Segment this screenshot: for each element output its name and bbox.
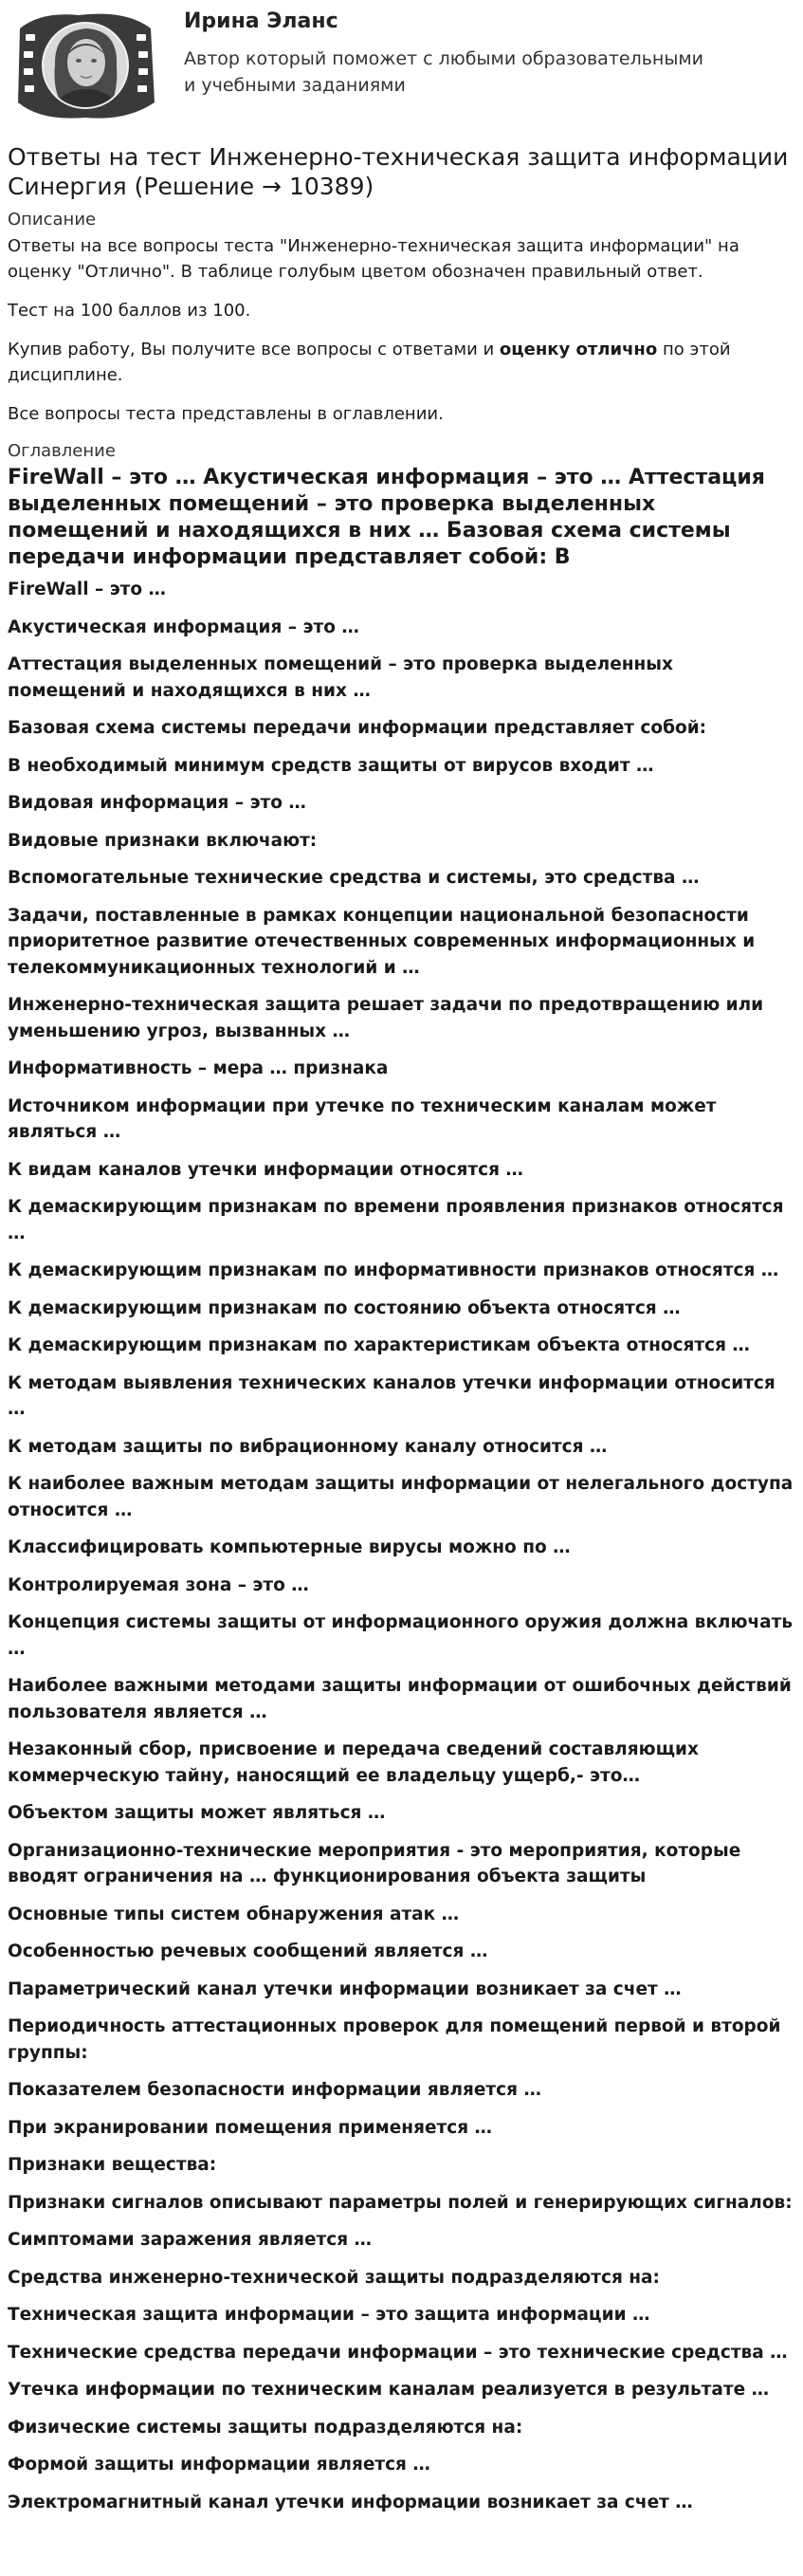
toc-item[interactable]: FireWall – это … <box>8 580 167 599</box>
description-text: Ответы на все вопросы теста "Инженерно-техническая защита информации" на оценку "Отлично". В таблице голубым цветом обозначен правильный ответ. <box>8 236 739 282</box>
toc-item[interactable]: К методам защиты по вибрационному каналу относится … <box>8 1436 608 1457</box>
toc-item[interactable]: Симптомами заражения является … <box>8 2230 373 2250</box>
toc-item[interactable]: Электромагнитный канал утечки информации возникает за счет … <box>8 2492 693 2512</box>
toc-summary: FireWall – это … Акустическая информация – это … Аттестация выделенных помещений – это проверка выделенных помещений и находящихся в них … Базовая схема системы передачи информации представляет собой: В <box>8 466 765 569</box>
toc-item[interactable]: Наиболее важными методами защиты информации от ошибочных действий пользователя является … <box>8 1676 792 1722</box>
author-description: Автор который поможет с любыми образовательными и учебными заданиями <box>184 48 704 96</box>
toc-item[interactable]: Параметрический канал утечки информации возникает за счет … <box>8 1978 682 1999</box>
toc-item[interactable]: К методам выявления технических каналов утечки информации относится … <box>8 1372 776 1419</box>
author-name[interactable]: Ирина Эланс <box>184 9 338 33</box>
toc-item[interactable]: Физические системы защиты подразделяются на: <box>8 2417 523 2438</box>
toc-item[interactable]: Концепция системы защиты от информационного оружия должна включать … <box>8 1612 794 1659</box>
toc-item[interactable]: К демаскирующим признакам по состоянию объекта относятся … <box>8 1297 681 1318</box>
toc-item[interactable]: Признаки вещества: <box>8 2155 217 2175</box>
toc-item[interactable]: Показателем безопасности информации является … <box>8 2080 541 2100</box>
toc-item[interactable]: Аттестация выделенных помещений – это проверка выделенных помещений и находящихся в них … <box>8 654 673 701</box>
author-card <box>8 0 795 133</box>
toc-item[interactable]: Видовая информация – это … <box>8 793 306 813</box>
toc-item[interactable]: Видовые признаки включают: <box>8 830 318 851</box>
toc-item[interactable]: Источником информации при утечке по техническим каналам может являться … <box>8 1095 717 1142</box>
toc-item[interactable]: В необходимый минимум средств защиты от вирусов входит … <box>8 755 654 776</box>
document-title: Ответы на тест Инженерно-техническая защита информации Синергия (Решение → 10389) <box>8 143 789 200</box>
toc-item[interactable]: Признаки сигналов описывают параметры полей и генерирующих сигналов: <box>8 2192 793 2213</box>
toc-item[interactable]: Основные типы систем обнаружения атак … <box>8 1904 460 1924</box>
author-avatar[interactable] <box>12 8 159 123</box>
toc-item[interactable]: Объектом защиты может являться … <box>8 1803 386 1823</box>
score-text: Тест на 100 баллов из 100. <box>8 301 251 321</box>
all-questions-text: Все вопросы теста представлены в оглавлении. <box>8 404 444 424</box>
toc-item[interactable]: К демаскирующим признакам по информативности признаков относятся … <box>8 1260 779 1280</box>
toc-item[interactable]: Информативность – мера … признака <box>8 1058 389 1078</box>
toc-item[interactable]: Базовая схема системы передачи информации представляет собой: <box>8 718 707 738</box>
toc-item[interactable]: Контролируемая зона – это … <box>8 1574 309 1595</box>
toc-item[interactable]: Классифицировать компьютерные вирусы можно по … <box>8 1537 571 1557</box>
toc-item[interactable]: Незаконный сбор, присвоение и передача сведений составляющих коммерческую тайну, наносящий ее владельцу ущерб,- это… <box>8 1739 699 1786</box>
toc-item[interactable]: При экранировании помещения применяется … <box>8 2117 493 2138</box>
purchase-text-before: Купив работу, Вы получите все вопросы с ответами и <box>8 340 500 359</box>
toc-item[interactable]: К демаскирующим признакам по характеристикам объекта относятся … <box>8 1335 750 1355</box>
toc-item[interactable]: Вспомогательные технические средства и системы, это средства … <box>8 868 700 888</box>
toc-list <box>8 577 795 2515</box>
toc-item[interactable]: Периодичность аттестационных проверок для помещений первой и второй группы: <box>8 2016 781 2063</box>
toc-item[interactable]: Инженерно-техническая защита решает задачи по предотвращению или уменьшению угроз, вызванных … <box>8 995 764 1041</box>
description-label: Описание <box>8 210 97 230</box>
toc-item[interactable]: Формой защиты информации является … <box>8 2455 430 2475</box>
toc-item[interactable]: Утечка информации по техническим каналам реализуется в результате … <box>8 2380 770 2400</box>
toc-item[interactable]: К видам каналов утечки информации относятся … <box>8 1159 523 1180</box>
toc-item[interactable]: Задачи, поставленные в рамках концепции национальной безопасности приоритетное развитие отечественных современных информационных и телекоммуникационных технологий и … <box>8 905 756 978</box>
toc-item[interactable]: К наиболее важным методам защиты информации от нелегального доступа относится … <box>8 1474 794 1520</box>
purchase-text <box>8 337 795 388</box>
toc-item[interactable]: Особенностью речевых сообщений является … <box>8 1941 488 1961</box>
toc-item[interactable]: Акустическая информация – это … <box>8 616 359 637</box>
toc-item[interactable]: Техническая защита информации – это защита информации … <box>8 2305 650 2325</box>
toc-item[interactable]: Технические средства передачи информации – это технические средства … <box>8 2342 788 2363</box>
toc-item[interactable]: К демаскирующим признакам по времени проявления признаков относятся … <box>8 1197 784 1243</box>
purchase-text-after: по этой дисциплине. <box>8 340 731 385</box>
toc-label: Оглавление <box>8 441 116 461</box>
purchase-text-bold: оценку отлично <box>499 340 658 359</box>
toc-item[interactable]: Средства инженерно-технической защиты подразделяются на: <box>8 2267 660 2288</box>
toc-item[interactable]: Организационно-технические мероприятия - это мероприятия, которые вводят ограничения на … функционирования объекта защиты <box>8 1840 741 1886</box>
